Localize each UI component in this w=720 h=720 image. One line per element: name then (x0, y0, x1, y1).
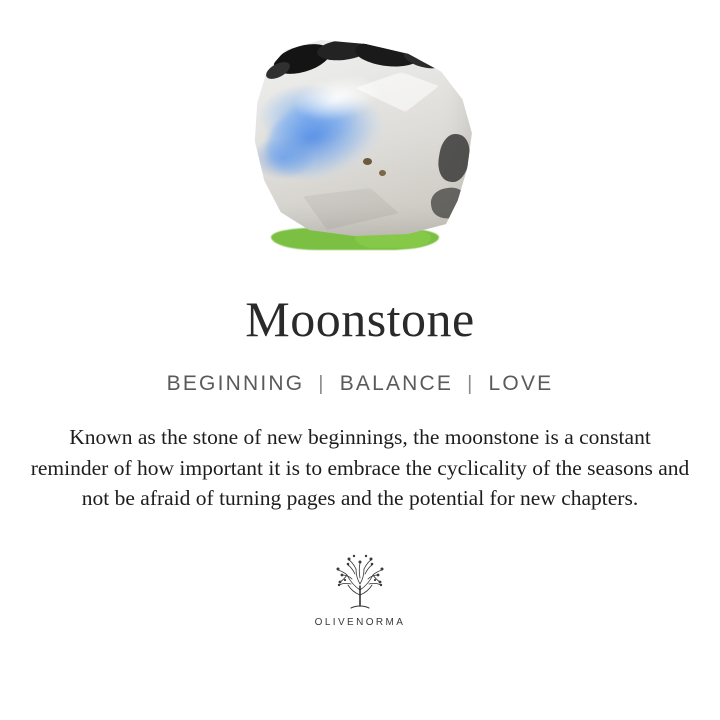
stone-inclusion (429, 185, 470, 221)
stone-inclusion (263, 59, 292, 83)
stone-inclusion (435, 132, 472, 184)
attribute-balance: BALANCE (339, 372, 454, 395)
product-image (0, 0, 720, 272)
stone-facet-lower (303, 188, 399, 230)
stone-inclusion (379, 170, 386, 176)
stone-body (243, 38, 479, 236)
attribute-beginning: BEGINNING (166, 372, 305, 395)
brand-name: OLIVENORMA (314, 616, 406, 628)
attribute-separator: | (467, 372, 475, 395)
product-description: Known as the stone of new beginnings, the moonstone is a constant reminder of how important it is to embrace the cyclicality of the seasons and not be afraid of turning pages and the potential for new chapters. (30, 425, 690, 511)
stone-inclusion (401, 45, 444, 72)
stone-inclusion (354, 38, 420, 70)
attribute-love: LOVE (488, 372, 554, 395)
attribute-list (167, 372, 554, 396)
moonstone-illustration (235, 38, 485, 250)
tree-icon (321, 550, 399, 612)
stone-inclusion (363, 158, 372, 165)
attribute-separator: | (318, 372, 326, 395)
brand-logo (315, 550, 406, 628)
page-title: Moonstone (245, 291, 475, 347)
